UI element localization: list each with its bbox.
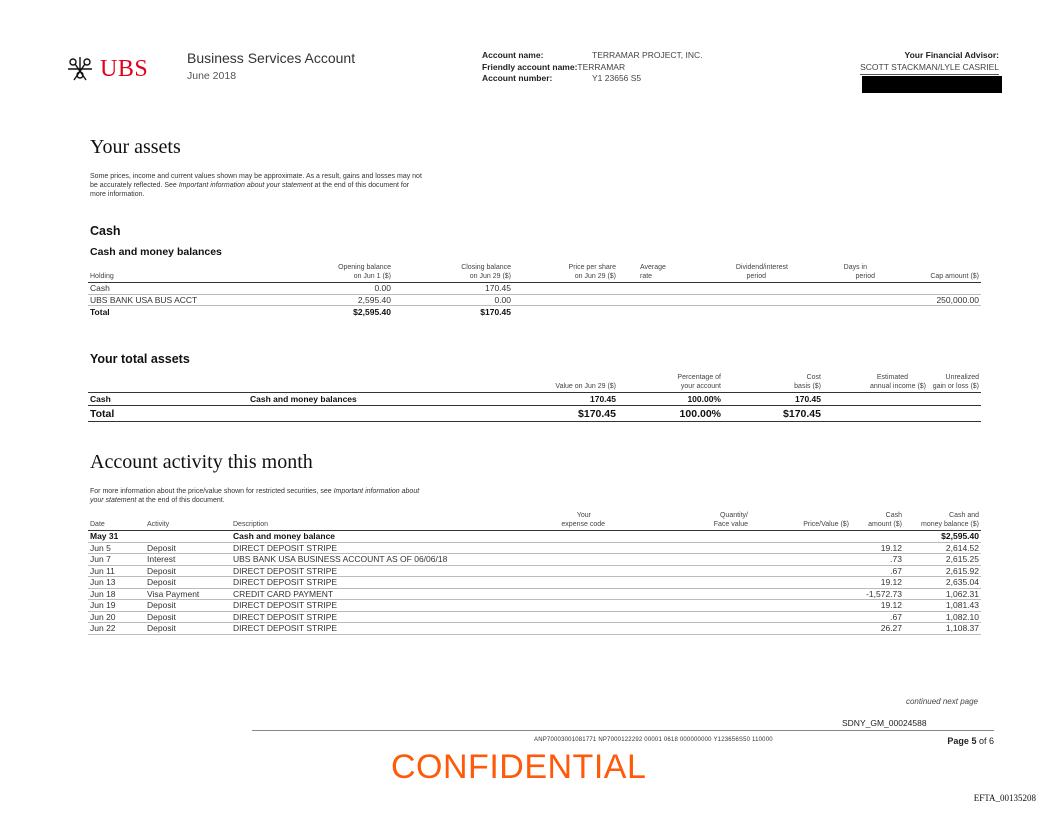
empty-cell xyxy=(145,531,231,543)
activity-note-text: For more information about the price/value shown for restricted securities, see xyxy=(90,488,332,495)
activity-note-line xyxy=(90,496,530,505)
col-days-line: period xyxy=(855,272,875,280)
important-info-link[interactable]: Important information about xyxy=(333,488,420,495)
footer-divider xyxy=(252,730,994,731)
empty-cell xyxy=(618,294,693,306)
friendly-name-value: TERRAMAR xyxy=(577,61,626,72)
activity-title: Account activity this month xyxy=(90,451,313,473)
col-cap: Cap amount ($) xyxy=(877,264,981,283)
empty-cell xyxy=(513,283,618,295)
table-row xyxy=(88,577,981,589)
activity-cell: Deposit xyxy=(145,565,231,577)
empty-cell xyxy=(750,531,851,543)
empty-cell xyxy=(750,577,851,589)
cap-cell xyxy=(877,283,981,295)
col-unrealized xyxy=(928,374,981,393)
total-row xyxy=(88,306,981,319)
col-holding: Holding xyxy=(88,264,288,283)
empty-cell xyxy=(790,283,877,295)
account-name-value: TERRAMAR PROJECT, INC. xyxy=(592,50,703,60)
col-dividend-line: Dividend/interest xyxy=(735,264,788,271)
balance-cell: 2,635.04 xyxy=(904,577,981,589)
empty-cell xyxy=(607,577,750,589)
col-cash-amount xyxy=(851,512,904,531)
balance-cell: 1,062.31 xyxy=(904,588,981,600)
page-number: 5 xyxy=(971,736,977,746)
date-cell: Jun 7 xyxy=(88,554,145,566)
col-cost-line: basis ($) xyxy=(794,382,821,390)
description-cell: DIRECT DEPOSIT STRIPE xyxy=(231,565,607,577)
page-total: of 6 xyxy=(978,736,994,746)
col-percentage-line: your account xyxy=(680,382,721,390)
account-title: Business Services Account xyxy=(187,50,356,66)
amount-cell: -1,572.73 xyxy=(851,588,904,600)
activity-cell: Visa Payment xyxy=(145,588,231,600)
holding-cell: Cash xyxy=(88,283,288,295)
empty-header xyxy=(248,374,438,393)
opening-balance-row xyxy=(88,531,981,543)
col-average-line: Average xyxy=(640,264,666,271)
table-row xyxy=(88,600,981,612)
col-balance xyxy=(904,512,981,531)
col-value: Value on Jun 29 ($) xyxy=(438,374,618,393)
description-cell: DIRECT DEPOSIT STRIPE xyxy=(231,600,607,612)
col-price-line: on Jun 29 ($) xyxy=(574,272,616,280)
page-label: Page xyxy=(947,736,969,746)
logo-text: UBS xyxy=(100,55,149,82)
col-exp-line: Your xyxy=(576,512,591,519)
empty-cell xyxy=(823,406,928,422)
advisor-label: Your Financial Advisor: xyxy=(904,50,999,60)
footer-account-code: ANP70003001081771 NP7000122292 00001 0618 000000000 Y123656S50 110000 xyxy=(534,737,773,743)
balance-cell: 2,615.92 xyxy=(904,565,981,577)
table-row xyxy=(88,554,981,566)
balance-cell: 1,081.43 xyxy=(904,600,981,612)
ubs-logo xyxy=(64,54,148,84)
total-closing: $170.45 xyxy=(480,307,511,318)
activity-note xyxy=(90,487,530,505)
date-cell: Jun 11 xyxy=(88,565,145,577)
table-row xyxy=(88,611,981,623)
empty-cell xyxy=(790,294,877,306)
amount-cell: .73 xyxy=(851,554,904,566)
amount-cell: .67 xyxy=(851,565,904,577)
col-dividend xyxy=(693,264,790,283)
date-cell: Jun 20 xyxy=(88,611,145,623)
assets-note-text: be accurately reflected. See xyxy=(90,182,177,189)
empty-cell xyxy=(823,393,928,406)
col-gain-line: gain or loss ($) xyxy=(932,382,979,390)
efta-number: EFTA_00135208 xyxy=(973,793,1036,803)
asset-pct: 100.00% xyxy=(618,393,723,406)
date-cell: Jun 5 xyxy=(88,542,145,554)
empty-cell xyxy=(607,588,750,600)
empty-cell xyxy=(607,531,750,543)
cash-title: Cash xyxy=(90,224,121,238)
total-opening: $2,595.40 xyxy=(353,307,391,318)
col-price xyxy=(513,264,618,283)
table-row xyxy=(88,393,981,406)
date-cell: Jun 13 xyxy=(88,577,145,589)
assets-note-line: more information. xyxy=(90,191,145,198)
asset-value: 170.45 xyxy=(438,393,618,406)
assets-note-line xyxy=(90,181,510,190)
empty-cell xyxy=(513,294,618,306)
opening-cell: 0.00 xyxy=(288,283,393,295)
activity-cell: Deposit xyxy=(145,600,231,612)
activity-table xyxy=(88,512,981,635)
account-name-label: Account name: xyxy=(482,50,544,60)
col-cash-line: Cash xyxy=(885,512,902,519)
confidential-stamp: CONFIDENTIAL xyxy=(391,748,647,786)
col-income-line: annual income ($) xyxy=(869,382,926,390)
activity-cell: Interest xyxy=(145,554,231,566)
col-closing-line: Closing balance xyxy=(461,264,511,271)
empty-cell xyxy=(513,306,981,319)
amount-cell: 19.12 xyxy=(851,600,904,612)
empty-cell xyxy=(750,542,851,554)
financial-advisor xyxy=(860,50,999,75)
empty-cell xyxy=(851,531,904,543)
assets-note xyxy=(90,172,510,199)
activity-cell: Deposit xyxy=(145,542,231,554)
empty-cell xyxy=(750,600,851,612)
col-cost-line: Cost xyxy=(806,374,821,381)
col-percentage xyxy=(618,374,723,393)
empty-cell xyxy=(750,611,851,623)
balance-cell: 2,615.25 xyxy=(904,554,981,566)
col-dividend-line: period xyxy=(746,272,766,280)
col-income-line: Estimated xyxy=(876,374,908,381)
col-average-line: rate xyxy=(640,272,653,280)
col-closing-line: on Jun 29 ($) xyxy=(469,272,511,280)
col-price-line: Price per share xyxy=(568,264,616,271)
empty-cell xyxy=(607,554,750,566)
col-closing xyxy=(393,264,513,283)
empty-cell xyxy=(248,406,438,422)
table-row xyxy=(88,623,981,635)
total-assets-table xyxy=(88,374,981,422)
account-info xyxy=(482,50,703,85)
cash-balances-table xyxy=(88,264,981,319)
activity-note-line xyxy=(90,487,530,496)
empty-cell xyxy=(607,611,750,623)
date-cell: Jun 19 xyxy=(88,600,145,612)
page-indicator xyxy=(947,736,994,746)
empty-cell xyxy=(607,542,750,554)
activity-note-text: at the end of this document. xyxy=(138,497,225,504)
total-cost: $170.45 xyxy=(723,406,823,422)
col-average xyxy=(618,264,693,283)
col-cash-line: amount ($) xyxy=(868,520,902,528)
col-days-line: Days in xyxy=(843,264,867,271)
description-cell: DIRECT DEPOSIT STRIPE xyxy=(231,623,607,635)
total-label: Total xyxy=(88,406,248,422)
col-gain-line: Unrealized xyxy=(945,374,979,381)
table-header xyxy=(88,264,981,283)
activity-cell: Deposit xyxy=(145,611,231,623)
balance-cell: 2,614.52 xyxy=(904,542,981,554)
col-quantity xyxy=(607,512,750,531)
date-cell: May 31 xyxy=(88,531,145,543)
total-pct: 100.00% xyxy=(618,406,723,422)
col-balance-line: money balance ($) xyxy=(921,520,979,528)
amount-cell: 19.12 xyxy=(851,577,904,589)
important-info-link[interactable]: your statement xyxy=(90,497,137,504)
account-number-value: Y1 23656 S5 xyxy=(592,73,642,83)
asset-desc: Cash and money balances xyxy=(248,393,438,406)
empty-cell xyxy=(607,623,750,635)
empty-cell xyxy=(693,283,790,295)
col-qty-line: Quantity/ xyxy=(719,512,748,519)
total-assets-title: Your total assets xyxy=(90,352,190,366)
col-price: Price/Value ($) xyxy=(750,512,851,531)
col-exp-line: expense code xyxy=(561,520,605,528)
bates-number: SDNY_GM_00024588 xyxy=(842,718,927,728)
col-activity: Activity xyxy=(145,512,231,531)
empty-cell xyxy=(607,565,750,577)
col-cost-basis xyxy=(723,374,823,393)
empty-cell xyxy=(928,393,981,406)
holding-cell: UBS BANK USA BUS ACCT xyxy=(88,294,288,306)
col-days xyxy=(790,264,877,283)
balance-cell: 1,082.10 xyxy=(904,611,981,623)
advisor-name: SCOTT STACKMAN/LYLE CASRIEL xyxy=(860,62,999,76)
balance-cell: 1,108.37 xyxy=(904,623,981,635)
empty-cell xyxy=(693,294,790,306)
description-cell: UBS BANK USA BUSINESS ACCOUNT AS OF 06/06/18 xyxy=(231,554,607,566)
cash-subtitle: Cash and money balances xyxy=(90,246,222,258)
table-row xyxy=(88,588,981,600)
redaction-bar xyxy=(862,76,1002,93)
table-row xyxy=(88,542,981,554)
assets-note-text: at the end of this document for xyxy=(314,182,410,189)
empty-cell xyxy=(750,554,851,566)
col-description: Description xyxy=(231,512,451,531)
amount-cell: .67 xyxy=(851,611,904,623)
amount-cell: 19.12 xyxy=(851,542,904,554)
col-est-income xyxy=(823,374,928,393)
important-info-link[interactable]: Important information about your statement xyxy=(178,182,313,189)
col-opening-line: on Jun 1 ($) xyxy=(353,272,391,280)
activity-cell: Deposit xyxy=(145,577,231,589)
table-header xyxy=(88,512,981,531)
empty-cell xyxy=(750,623,851,635)
total-value: $170.45 xyxy=(438,406,618,422)
empty-cell xyxy=(607,600,750,612)
col-expense-code xyxy=(451,512,607,531)
description-cell: DIRECT DEPOSIT STRIPE xyxy=(231,611,607,623)
asset-cost: 170.45 xyxy=(723,393,823,406)
cap-cell: 250,000.00 xyxy=(877,294,981,306)
account-number-label: Account number: xyxy=(482,73,553,83)
closing-cell: 170.45 xyxy=(393,283,513,295)
balance-cell: $2,595.40 xyxy=(904,531,981,543)
col-date: Date xyxy=(88,512,145,531)
closing-cell: 0.00 xyxy=(393,294,513,306)
friendly-name-label: Friendly account name: xyxy=(482,61,578,72)
opening-cell: 2,595.40 xyxy=(288,294,393,306)
description-cell: DIRECT DEPOSIT STRIPE xyxy=(231,577,607,589)
date-cell: Jun 18 xyxy=(88,588,145,600)
table-row xyxy=(88,283,981,295)
total-label: Total xyxy=(90,307,110,318)
description-cell: Cash and money balance xyxy=(231,531,607,543)
empty-cell xyxy=(618,283,693,295)
table-header xyxy=(88,374,981,393)
date-cell: Jun 22 xyxy=(88,623,145,635)
empty-cell xyxy=(750,588,851,600)
col-opening xyxy=(288,264,393,283)
description-cell: DIRECT DEPOSIT STRIPE xyxy=(231,542,607,554)
table-row xyxy=(88,565,981,577)
empty-cell xyxy=(750,565,851,577)
assets-note-line: Some prices, income and current values shown may be approximate. As a result, gains and losses may not xyxy=(90,173,422,180)
assets-title: Your assets xyxy=(90,136,181,158)
continued-note: continued next page xyxy=(905,697,978,706)
amount-cell: 26.27 xyxy=(851,623,904,635)
statement-period: June 2018 xyxy=(187,70,237,82)
col-balance-line: Cash and xyxy=(949,512,979,519)
description-cell: CREDIT CARD PAYMENT xyxy=(231,588,607,600)
activity-cell: Deposit xyxy=(145,623,231,635)
col-percentage-line: Percentage of xyxy=(677,374,721,381)
empty-header xyxy=(88,374,248,393)
empty-cell xyxy=(928,406,981,422)
ubs-keys-icon xyxy=(64,54,96,84)
asset-label: Cash xyxy=(88,393,248,406)
total-row xyxy=(88,406,981,422)
table-row xyxy=(88,294,981,306)
col-opening-line: Opening balance xyxy=(338,264,391,271)
col-qty-line: Face value xyxy=(713,520,748,528)
